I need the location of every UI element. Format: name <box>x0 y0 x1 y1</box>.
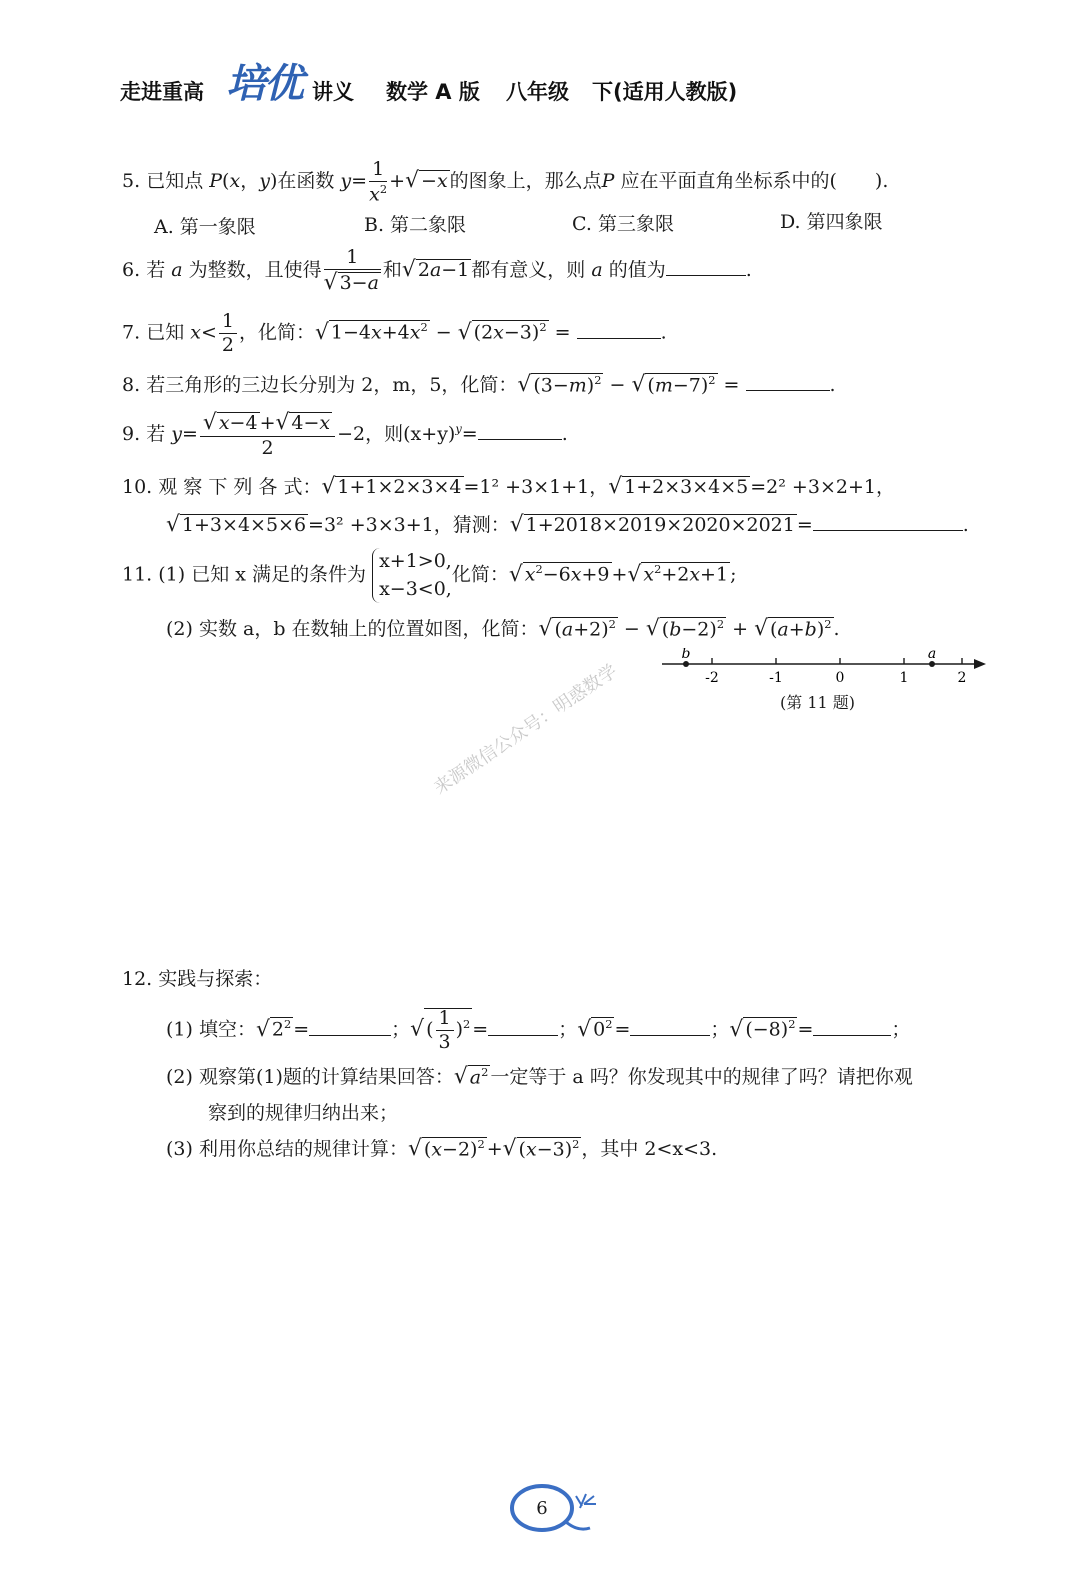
q12-part3-text-a: (3) 利用你总结的规律计算： <box>166 1138 408 1160</box>
grade-label: 八年级 <box>506 80 569 104</box>
answer-blank[interactable] <box>488 1034 558 1036</box>
q5-text-a: 已知点 <box>146 170 204 193</box>
sqrt: √ $(x-3)^2$ <box>502 1136 580 1161</box>
condition-2: x−3<0, <box>379 577 452 600</box>
sqrt: √ $(b-2)^2$ <box>645 616 725 641</box>
question-5: 5. 已知点 P(x，y)在函数 y= $\frac{1}{x^2}$ +√ −x 的图象上，那么点P 应在平面直角坐标系中的( ). <box>122 158 889 206</box>
condition-1: x+1>0, <box>379 550 452 572</box>
q9-text-a: 若 <box>146 422 166 445</box>
q12-part2-text-c: 察到的规律归纳出来； <box>208 1102 399 1124</box>
sqrt: √ $(a+b)^2$ <box>754 616 832 641</box>
tick-label: 2 <box>957 670 967 686</box>
question-11-part-2: (2) 实数 a，b 在数轴上的位置如图，化简：√ $(a+2)^2$ − √ $(b-2)^2$ + √ $(a+b)^2$ . <box>166 616 840 641</box>
fraction: $\frac{1}{2}$ <box>219 312 237 355</box>
question-number: 8. <box>122 374 141 396</box>
q8-text-a: 若三角形的三边长分别为 2，m，5，化简： <box>146 374 518 396</box>
lecture-title: 讲义 <box>312 80 354 104</box>
answer-blank[interactable] <box>813 529 963 531</box>
question-9: 9. 若 y= $\frac{√ x-4 +√ 4-x}{2}$ −2，则$(x+y)^y=$ . <box>122 410 568 459</box>
sqrt: √ $1-4x+4x^2$ <box>315 319 428 345</box>
sqrt: √ 2a−1 <box>401 256 470 282</box>
option-a: A. 第一象限 <box>154 216 256 238</box>
question-8: 8. 若三角形的三边长分别为 2，m，5，化简：√ $(3-m)^2$ − √ $(m-7)^2$ = . <box>122 372 836 397</box>
fraction: $\frac{1}{√ 3-a}$ <box>323 246 379 295</box>
tick-label: -2 <box>705 670 719 686</box>
sqrt: √ $a^2$ <box>453 1064 489 1089</box>
q9-text-b: −2，则(x+y) <box>337 422 456 445</box>
sqrt: √ −x <box>405 168 448 194</box>
sqrt: √ 1+2×3×4×5 <box>608 474 749 499</box>
q10-text-a: 观 察 下 列 各 式： <box>158 476 322 498</box>
palm-tree-icon <box>576 1494 596 1508</box>
q5-text-b: 在函数 <box>277 170 335 193</box>
q-tail-icon <box>566 1522 590 1529</box>
fraction: $\frac{√ x-4 +√ 4-x}{2}$ <box>200 412 335 458</box>
question-11: 11. (1) 已知 x 满足的条件为 x+1>0, x−3<0, 化简：√ $x^2-6x+9$ +√ $x^2+2x+1$ ; <box>122 548 736 603</box>
q11-part1-simplify: 化简： <box>451 563 509 586</box>
tick-label: 0 <box>835 670 845 686</box>
page-number: 6 <box>536 1498 548 1519</box>
watermark: 来源微信公众号：明惑数学 <box>430 660 622 799</box>
question-number: 12. <box>122 968 153 990</box>
question-number: 7. <box>122 321 141 344</box>
edition-label: 下(适用人教版) <box>592 80 738 104</box>
question-7: 7. 已知 x< $\frac{1}{2}$ ，化简：√ $1-4x+4x^2$ − √ $(2x-3)^2$ = . <box>122 310 667 356</box>
question-number: 6. <box>122 258 141 281</box>
q12-part2-text-b: 一定等于 a 吗？你发现其中的规律了吗？请把你观 <box>490 1066 913 1088</box>
answer-blank[interactable] <box>630 1034 710 1036</box>
question-10 <box>122 472 895 499</box>
question-number: 10. <box>122 476 153 498</box>
inequality-system <box>372 548 452 603</box>
question-number: 11. <box>122 563 153 586</box>
sqrt: √ $(-8)^2$ <box>729 1016 796 1042</box>
q7-text-b: ，化简： <box>238 321 315 344</box>
sqrt: √ $(x-2)^2$ <box>407 1136 485 1161</box>
q6-text-a: 若 <box>146 258 166 281</box>
question-10-line-2: √ 1+3×4×5×6 =3² +3×3+1，猜测：√ 1+2018×2019×2020×2021 = . <box>166 512 969 537</box>
question-12-part-1: (1) 填空：√ $2^2$ = ；√ ( $\frac{1}{3}$ )$^2$ = ；√ $0^2$ = ；√ $(-8)^2$ = ； <box>166 1007 911 1053</box>
q6-text-e: 的值为 <box>608 258 666 281</box>
q11-part2-text: (2) 实数 a，b 在数轴上的位置如图，化简： <box>166 618 539 640</box>
answer-blank[interactable] <box>478 438 562 440</box>
q10-line1b: =2² +3×2+1， <box>750 476 895 498</box>
point-label-b: b <box>681 648 691 662</box>
q12-title: 实践与探索： <box>158 968 273 990</box>
arrow-icon <box>974 659 986 669</box>
q6-text-d: 都有意义，则 <box>471 258 586 281</box>
question-12-part-3: (3) 利用你总结的规律计算：√ $(x-2)^2$ +√ $(x-3)^2$ ，其中 2<x<3. <box>166 1136 718 1161</box>
option-b: B. 第二象限 <box>364 214 467 236</box>
q5-text-d: 应在平面直角坐标系中的( ). <box>620 170 889 193</box>
sqrt: √ $0^2$ <box>577 1016 613 1042</box>
point-label-a: a <box>927 648 937 662</box>
sqrt: √ ( $\frac{1}{3}$ )$^2$ <box>410 1007 471 1053</box>
sqrt: √ $(2x-3)^2$ <box>457 319 547 345</box>
sqrt: √ $(3-m)^2$ <box>517 372 602 397</box>
tick-label: -1 <box>769 670 783 686</box>
answer-blank[interactable] <box>746 389 830 391</box>
q6-text-b: 为整数，且使得 <box>188 258 322 281</box>
answer-blank[interactable] <box>309 1034 391 1036</box>
question-6: 6. 若 a 为整数，且使得 $\frac{1}{√ 3-a}$ 和√ 2a−1 都有意义，则 a 的值为 . <box>122 246 752 295</box>
sqrt: √ $(m-7)^2$ <box>631 372 716 397</box>
q10-line2b: = <box>796 514 813 536</box>
sqrt: √ $2^2$ <box>255 1016 292 1042</box>
option-c: C. 第三象限 <box>572 213 674 235</box>
subject-label: 数学 A 版 <box>386 80 480 104</box>
option-d: D. 第四象限 <box>780 211 883 233</box>
q12-part3-text-b: ，其中 2<x<3. <box>581 1138 718 1160</box>
brand-logo: 培优 <box>226 61 302 107</box>
question-number: 5. <box>122 170 141 193</box>
q6-text-c: 和 <box>382 258 402 281</box>
answer-blank[interactable] <box>813 1034 891 1036</box>
figure-caption: (第 11 题) <box>780 693 856 712</box>
number-line-figure <box>656 648 990 688</box>
sqrt: √ 1+2018×2019×2020×2021 <box>509 512 795 537</box>
sqrt: √ $x^2-6x+9$ <box>508 561 610 587</box>
question-12 <box>122 964 272 991</box>
q12-part1-text: (1) 填空： <box>166 1018 256 1041</box>
answer-blank[interactable] <box>666 274 746 276</box>
tick-label: 1 <box>899 670 909 686</box>
q5-text-c: 的图象上，那么点 <box>449 170 602 193</box>
fraction: $\frac{1}{x^2}$ <box>369 158 388 206</box>
question-number: 9. <box>122 422 141 445</box>
q10-line1: =1² +3×1+1， <box>463 476 609 498</box>
sqrt: √ 1+1×2×3×4 <box>321 474 462 499</box>
q10-line2: =3² +3×3+1，猜测： <box>308 514 510 536</box>
series-title: 走进重高 <box>120 80 204 104</box>
answer-blank[interactable] <box>577 337 661 339</box>
q11-part1-text: (1) 已知 x 满足的条件为 <box>158 563 367 586</box>
page-number-ornament <box>506 1478 602 1540</box>
sqrt: √ $(a+2)^2$ <box>538 616 616 641</box>
sqrt: √ $x^2+2x+1$ <box>627 561 729 587</box>
sqrt: √ 1+3×4×5×6 <box>166 512 307 537</box>
question-12-part-2 <box>166 1062 913 1089</box>
q12-part2-text-a: (2) 观察第(1)题的计算结果回答： <box>166 1066 454 1088</box>
q7-text-a: 已知 <box>146 321 185 344</box>
q9-text-c: = <box>461 422 478 445</box>
